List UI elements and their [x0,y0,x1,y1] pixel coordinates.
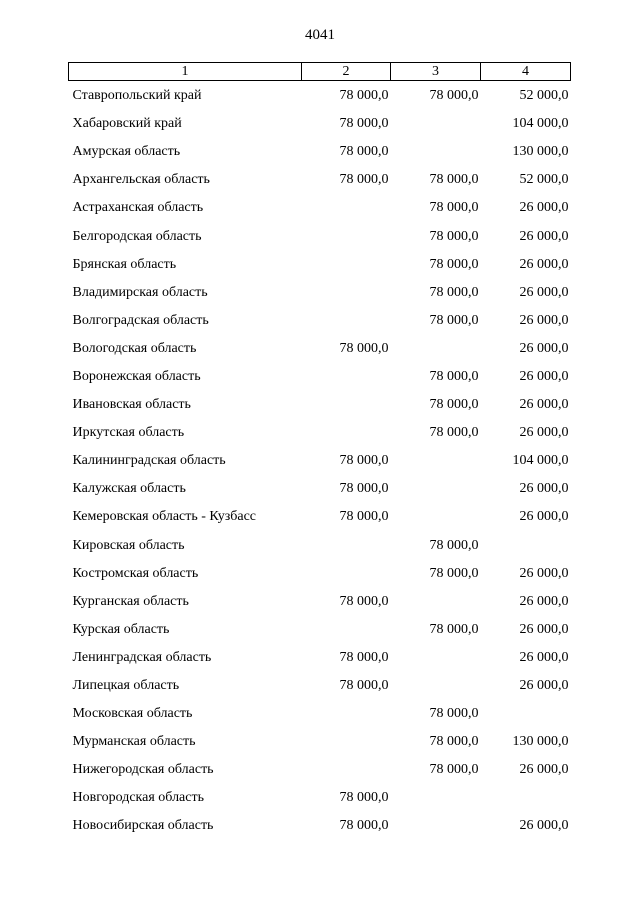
region-name-cell: Костромская область [72,565,199,581]
table-row [69,81,571,111]
column-4-value-cell: 130 000,0 [512,144,569,160]
table-row [69,363,571,391]
column-3-value-cell [391,475,481,503]
column-4-value-cell: 26 000,0 [519,818,569,834]
table-row [69,335,571,363]
table-row [69,222,571,250]
table-header [69,63,571,81]
column-4-value-cell: 52 000,0 [519,172,569,188]
column-4-value-cell: 26 000,0 [519,340,569,356]
table-body [69,81,571,841]
column-3-value-cell: 78 000,0 [429,284,479,300]
column-4-value-cell: 26 000,0 [519,256,569,272]
region-name-cell: Белгородская область [72,228,202,244]
region-name-cell: Курская область [72,621,170,637]
column-2-value-cell [302,279,391,307]
column-4-value-cell: 26 000,0 [519,678,569,694]
column-2-value-cell [302,194,391,222]
column-2-value-cell: 78 000,0 [339,790,389,806]
region-name-cell: Иркутская область [72,425,185,441]
column-3-value-cell: 78 000,0 [429,706,479,722]
column-2-value-cell [302,363,391,391]
region-name-cell: Хабаровский край [72,116,182,132]
table-row [69,672,571,700]
column-4-value-cell: 104 000,0 [512,453,569,469]
table-row [69,700,571,728]
region-name-cell: Нижегородская область [72,762,214,778]
region-name-cell: Ленинградская область [72,649,212,665]
region-name-cell: Амурская область [72,144,181,160]
column-3-value-cell [391,447,481,475]
region-name-cell: Брянская область [72,256,177,272]
column-2-value-cell [302,700,391,728]
region-name-cell: Астраханская область [72,200,204,216]
region-name-cell: Московская область [72,706,193,722]
table-header-row [69,63,571,81]
column-2-value-cell [302,419,391,447]
region-name-cell: Новосибирская область [72,818,214,834]
column-4-value-cell: 26 000,0 [519,565,569,581]
column-3-value-cell: 78 000,0 [429,312,479,328]
column-4-value-cell: 130 000,0 [512,734,569,750]
column-header-3: 3 [391,63,481,81]
column-4-value-cell: 52 000,0 [519,88,569,104]
column-3-value-cell: 78 000,0 [429,762,479,778]
column-2-value-cell [302,728,391,756]
table-row [69,251,571,279]
allocation-table-container [68,62,570,841]
column-2-value-cell: 78 000,0 [339,818,389,834]
column-3-value-cell [391,672,481,700]
column-4-value-cell: 26 000,0 [519,312,569,328]
region-name-cell: Ивановская область [72,397,191,413]
table-row [69,784,571,812]
column-header-2: 2 [302,63,391,81]
column-3-value-cell [391,644,481,672]
column-2-value-cell: 78 000,0 [339,172,389,188]
column-2-value-cell: 78 000,0 [339,453,389,469]
table-row [69,756,571,784]
region-name-cell: Архангельская область [72,172,210,188]
region-name-cell: Липецкая область [72,678,180,694]
region-name-cell: Калининградская область [72,453,226,469]
region-name-cell: Мурманская область [72,734,196,750]
column-4-value-cell: 26 000,0 [519,425,569,441]
column-4-value-cell: 26 000,0 [519,200,569,216]
region-name-cell: Калужская область [72,481,186,497]
table-row [69,307,571,335]
column-4-value-cell [481,532,571,560]
region-name-cell: Ставропольский край [72,88,202,104]
page-number: 4041 [305,27,335,43]
column-3-value-cell: 78 000,0 [429,397,479,413]
column-3-value-cell: 78 000,0 [429,228,479,244]
column-3-value-cell: 78 000,0 [429,368,479,384]
column-2-value-cell [302,560,391,588]
allocation-table [68,62,571,841]
column-2-value-cell: 78 000,0 [339,678,389,694]
table-row [69,419,571,447]
table-row [69,166,571,194]
table-row [69,279,571,307]
column-4-value-cell: 26 000,0 [519,593,569,609]
table-row [69,728,571,756]
column-2-value-cell: 78 000,0 [339,116,389,132]
table-row [69,447,571,475]
column-3-value-cell [391,110,481,138]
column-2-value-cell [302,391,391,419]
table-row [69,588,571,616]
table-row [69,532,571,560]
column-header-4: 4 [481,63,571,81]
table-row [69,616,571,644]
table-row [69,194,571,222]
table-row [69,503,571,531]
region-name-cell: Волгоградская область [72,312,209,328]
column-2-value-cell [302,251,391,279]
column-2-value-cell [302,756,391,784]
column-2-value-cell: 78 000,0 [339,144,389,160]
column-4-value-cell [481,784,571,812]
region-name-cell: Кировская область [72,537,185,553]
column-3-value-cell: 78 000,0 [429,425,479,441]
column-2-value-cell: 78 000,0 [339,649,389,665]
column-4-value-cell: 26 000,0 [519,762,569,778]
table-row [69,138,571,166]
column-3-value-cell [391,138,481,166]
column-3-value-cell: 78 000,0 [429,256,479,272]
column-3-value-cell: 78 000,0 [429,88,479,104]
column-3-value-cell [391,812,481,840]
column-header-1: 1 [69,63,302,81]
column-3-value-cell: 78 000,0 [429,200,479,216]
table-row [69,812,571,840]
table-row [69,110,571,138]
column-4-value-cell: 104 000,0 [512,116,569,132]
column-3-value-cell: 78 000,0 [429,172,479,188]
table-row [69,475,571,503]
column-4-value-cell: 26 000,0 [519,228,569,244]
region-name-cell: Курганская область [72,593,189,609]
column-4-value-cell: 26 000,0 [519,509,569,525]
table-row [69,644,571,672]
column-3-value-cell [391,503,481,531]
column-2-value-cell [302,222,391,250]
column-2-value-cell: 78 000,0 [339,88,389,104]
column-4-value-cell: 26 000,0 [519,481,569,497]
column-2-value-cell [302,532,391,560]
column-4-value-cell: 26 000,0 [519,368,569,384]
region-name-cell: Новгородская область [72,790,204,806]
table-row [69,391,571,419]
column-3-value-cell: 78 000,0 [429,734,479,750]
column-4-value-cell [481,700,571,728]
column-4-value-cell: 26 000,0 [519,621,569,637]
column-4-value-cell: 26 000,0 [519,649,569,665]
column-2-value-cell: 78 000,0 [339,340,389,356]
column-2-value-cell [302,616,391,644]
table-row [69,560,571,588]
column-3-value-cell [391,335,481,363]
column-3-value-cell: 78 000,0 [429,621,479,637]
column-4-value-cell: 26 000,0 [519,397,569,413]
column-3-value-cell [391,588,481,616]
column-3-value-cell: 78 000,0 [429,565,479,581]
column-2-value-cell [302,307,391,335]
column-2-value-cell: 78 000,0 [339,481,389,497]
column-4-value-cell: 26 000,0 [519,284,569,300]
column-2-value-cell: 78 000,0 [339,509,389,525]
region-name-cell: Воронежская область [72,368,201,384]
column-2-value-cell: 78 000,0 [339,593,389,609]
column-3-value-cell [391,784,481,812]
region-name-cell: Владимирская область [72,284,208,300]
column-3-value-cell: 78 000,0 [429,537,479,553]
region-name-cell: Кемеровская область - Кузбасс [72,509,257,525]
region-name-cell: Вологодская область [72,340,197,356]
